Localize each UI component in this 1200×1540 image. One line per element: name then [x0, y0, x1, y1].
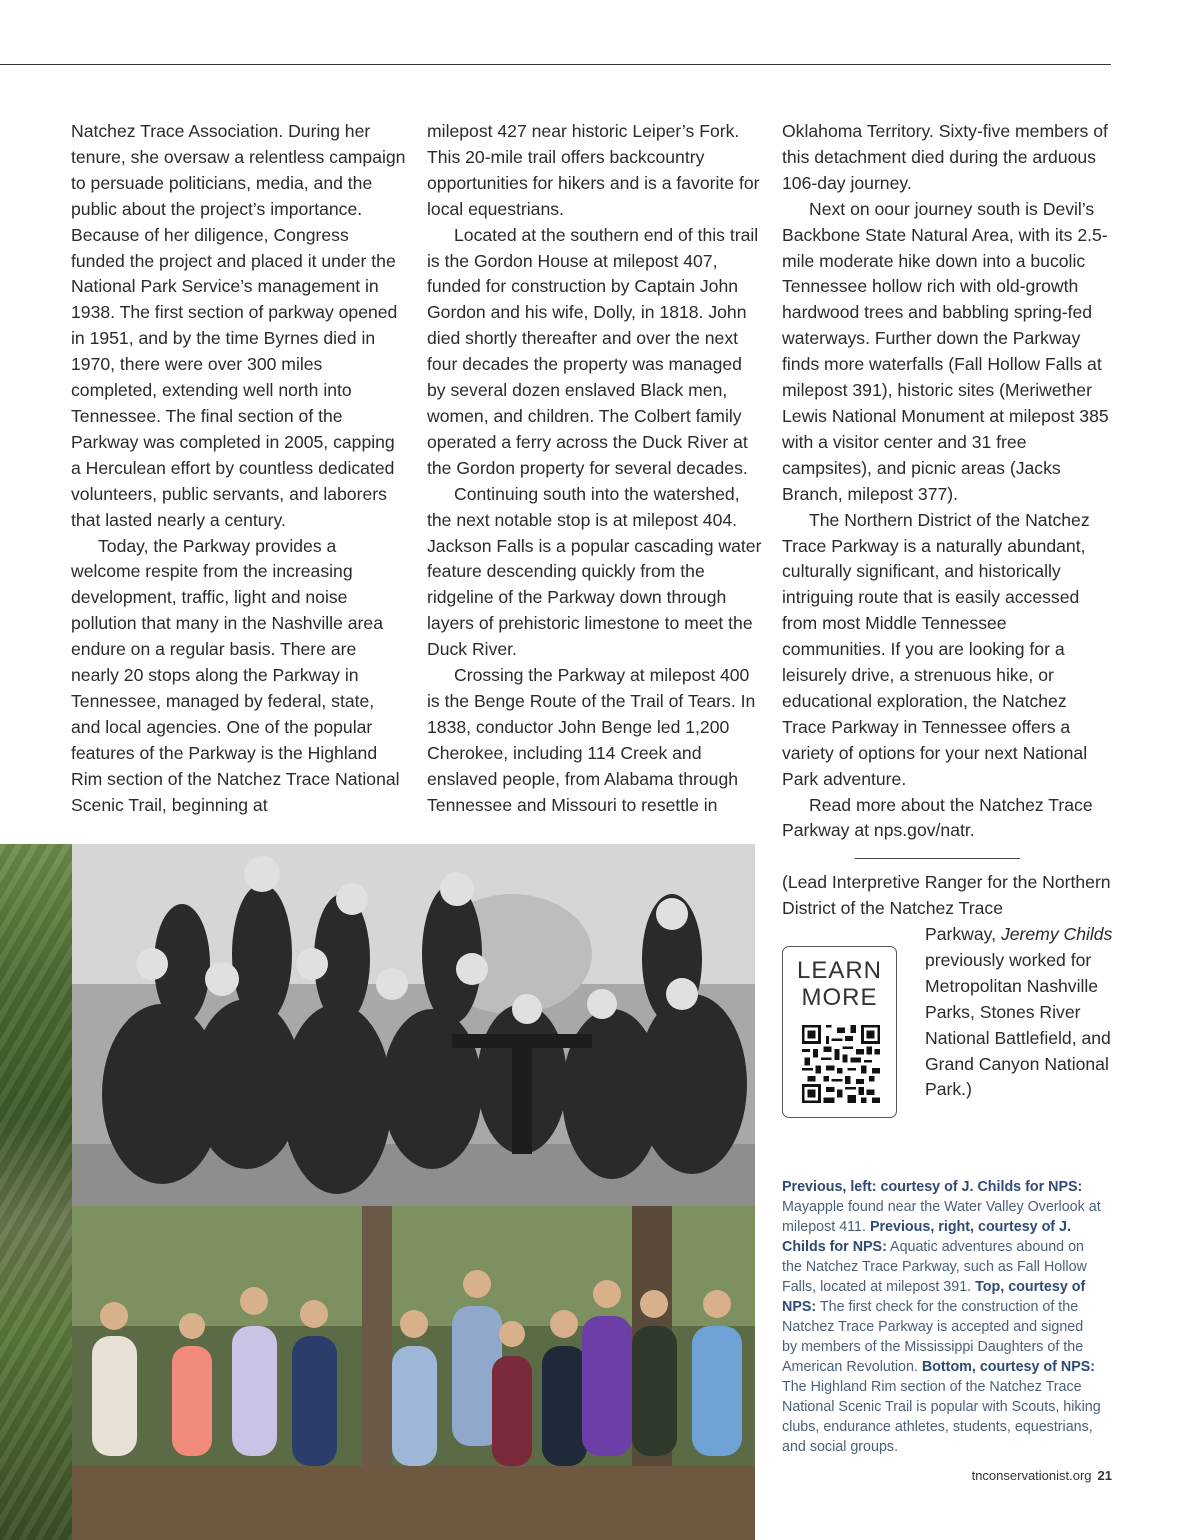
paragraph: Read more about the Natchez Trace Parkway at nps.gov/natr.	[782, 794, 1093, 841]
paragraph: Located at the southern end of this trail is the Gordon House at milepost 407, funded for construction by Captain John Gordon and his wife, Dolly, in 1818. John died shortly thereafter and over the next four decades the property was managed by several dozen enslaved Black men, women, and children. The Colbert family operated a ferry across the Duck River at the Gordon property for several decades.	[427, 224, 759, 478]
learn-more-box[interactable]	[782, 946, 897, 1118]
bio-continued	[925, 922, 1115, 1103]
text-column-3	[782, 119, 1112, 844]
qr-code-icon[interactable]	[802, 1025, 880, 1103]
divider	[855, 858, 1020, 859]
bio-text: Parkway,	[925, 924, 997, 944]
paragraph: Crossing the Parkway at milepost 400 is the Benge Route of the Trail of Tears. In 1838, conductor John Benge led 1,200 Cherokee, including 114 Creek and enslaved people, from Alabama through Tennessee and Missouri to resettle in	[427, 665, 756, 815]
learn-more-line: LEARN	[796, 957, 883, 984]
text-column-2	[427, 119, 762, 818]
hiking-group-photo	[72, 1206, 755, 1540]
hiking-photo-illustration	[72, 1206, 755, 1540]
header-rule	[0, 64, 1111, 65]
paragraph: Oklahoma Territory. Sixty-five members of this detachment died during the arduous 106-day journey.	[782, 121, 1108, 193]
caption-credit: Bottom, courtesy of NPS: The Highland Rim section of the Natchez Trace National Scenic Trail is popular with Scouts, hiking clubs, endurance athletes, students, equestrians, and social groups.	[782, 1359, 1101, 1455]
site-url[interactable]: tnconservationist.org	[971, 1468, 1092, 1483]
caption-credit: Previous, right, courtesy of J. Childs for NPS: Aquatic adventures abound on the Natchez Trace Parkway, such as Fall Hollow Falls, located at milepost 391.	[782, 1219, 1087, 1295]
historic-photo-illustration	[72, 844, 755, 1206]
author-name: Jeremy Childs	[1000, 924, 1113, 944]
learn-more-label	[783, 957, 896, 1011]
paragraph: Today, the Parkway provides a welcome respite from the increasing development, traffic, light and noise pollution that many in the Nashville area endure on a regular basis. There are nearly 20 stops along the Parkway in Tennessee, managed by federal, state, and local agencies. One of the popular features of the Parkway is the Highland Rim section of the Natchez Trace National Scenic Trail, beginning at	[71, 535, 400, 815]
page-footer	[972, 1468, 1112, 1483]
text-column-1	[71, 119, 406, 818]
bio-line: (Lead Interpretive Ranger for the Northern District of the Natchez Trace	[782, 872, 1111, 918]
historic-group-photo	[72, 844, 755, 1206]
paragraph: milepost 427 near historic Leiper’s Fork. This 20-mile trail offers backcountry opportunities for hikers and is a favorite for local equestrians.	[427, 121, 760, 219]
paragraph: Continuing south into the watershed, the next notable stop is at milepost 404. Jackson Falls is a popular cascading water feature descending quickly from the ridgeline of the Parkway down through layers of prehistoric limestone to meet the Duck River.	[427, 483, 762, 660]
paragraph: Natchez Trace Association. During her tenure, she oversaw a relentless campaign to persuade politicians, media, and the public about the project’s importance. Because of her diligence, Congress funded the project and placed it under the National Park Service’s management in 1938. The first section of parkway opened in 1951, and by the time Byrnes died in 1970, there were over 300 miles completed, extending well north into Tennessee. The final section of the Parkway was completed in 2005, capping a Herculean effort by countless dedicated volunteers, public servants, and laborers that lasted nearly a century.	[71, 121, 406, 530]
photo-captions	[782, 1177, 1102, 1457]
learn-more-line: MORE	[801, 984, 878, 1011]
paragraph: Next on oour journey south is Devil’s Backbone State Natural Area, with its 2.5-mile moderate hike down into a bucolic Tennessee hollow rich with old-growth hardwood trees and babbling spring-fed waterways. Further down the Parkway finds more waterfalls (Fall Hollow Falls at milepost 391), historic sites (Meriwether Lewis National Monument at milepost 385 with a visitor center and 31 free campsites), and picnic areas (Jacks Branch, milepost 377).	[782, 198, 1109, 504]
bio-text: previously worked for Metropolitan Nashville Parks, Stones River National Battlefield, and Grand Canyon National Park.)	[925, 949, 1111, 1100]
forest-photo-strip	[0, 844, 72, 1540]
caption-credit: Top, courtesy of NPS: The first check for the construction of the Natchez Trace Parkway is accepted and signed by members of the Mississippi Daughters of the American Revolution.	[782, 1279, 1086, 1375]
caption-credit: Previous, left: courtesy of J. Childs for NPS: Mayapple found near the Water Valley Overlook at milepost 411.	[782, 1179, 1101, 1235]
page-number: 21	[1097, 1468, 1112, 1483]
paragraph: The Northern District of the Natchez Trace Parkway is a naturally abundant, culturally significant, and historically intriguing route that is easily accessed from most Middle Tennessee communities. If you are looking for a leisurely drive, a strenuous hike, or educational exploration, the Natchez Trace Parkway in Tennessee offers a variety of options for your next National Park adventure.	[782, 509, 1090, 789]
